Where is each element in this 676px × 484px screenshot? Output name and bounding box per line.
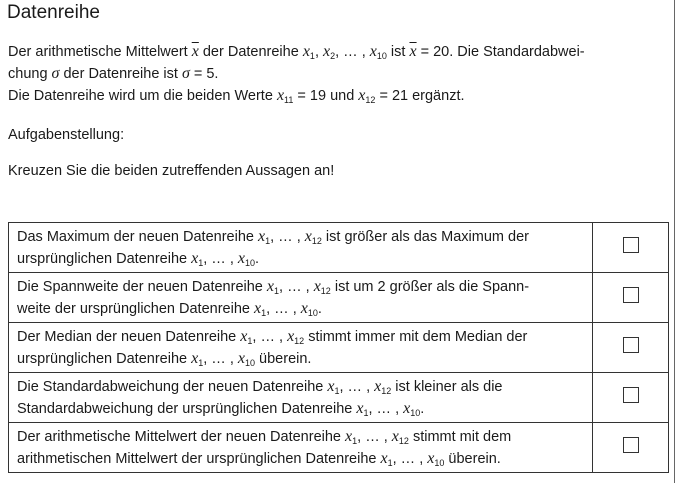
option-row	[9, 223, 669, 273]
option-2-checkbox[interactable]	[623, 287, 639, 303]
option-4-checkbox[interactable]	[623, 387, 639, 403]
option-row	[9, 373, 669, 423]
task-heading: Aufgabenstellung:	[8, 127, 125, 143]
option-1-checkbox[interactable]	[623, 237, 639, 253]
option-text: Die Standardabweichung der neuen Datenreihe $x_1$, … , $x_{12}$ ist kleiner als die Standardabweichung der ursprünglichen Datenreihe $x_1$, … , $x_{10}$.	[9, 373, 593, 423]
intro-line-2: chung σ der Datenreihe ist σ = 5.	[8, 65, 219, 82]
option-text: Der arithmetische Mittelwert der neuen Datenreihe $x_1$, … , $x_{12}$ stimmt mit dem arithmetischen Mittelwert der ursprünglichen Datenreihe $x_1$, … , $x_{10}$ überein.	[9, 423, 593, 473]
intro-line-1: Der arithmetische Mittelwert $\overline{x}$ der Datenreihe $x_1$, $x_2$, … , $x_{10}$ ist $\overline{x} = 20$. Die Standardabwei-	[8, 43, 585, 61]
instruction-text: Kreuzen Sie die beiden zutreffenden Aussagen an!	[8, 163, 335, 179]
answer-table	[8, 222, 669, 473]
page-title: Datenreihe	[7, 2, 100, 23]
option-3-checkbox[interactable]	[623, 337, 639, 353]
option-text: Die Spannweite der neuen Datenreihe $x_1$, … , $x_{12}$ ist um 2 größer als die Spann- weite der ursprünglichen Datenreihe $x_1$, … , $x_{10}$.	[9, 273, 593, 323]
option-5-checkbox[interactable]	[623, 437, 639, 453]
option-text: Der Median der neuen Datenreihe $x_1$, … , $x_{12}$ stimmt immer mit dem Median der ursprünglichen Datenreihe $x_1$, … , $x_{10}$ überein.	[9, 323, 593, 373]
option-row	[9, 423, 669, 473]
option-row	[9, 273, 669, 323]
option-row	[9, 323, 669, 373]
option-text: Das Maximum der neuen Datenreihe $x_1$, … , $x_{12}$ ist größer als das Maximum der ursprünglichen Datenreihe $x_1$, … , $x_{10}$.	[9, 223, 593, 273]
intro-line-3: Die Datenreihe wird um die beiden Werte $x_{11} = 19$ und $x_{12} = 21$ ergänzt.	[8, 87, 465, 105]
